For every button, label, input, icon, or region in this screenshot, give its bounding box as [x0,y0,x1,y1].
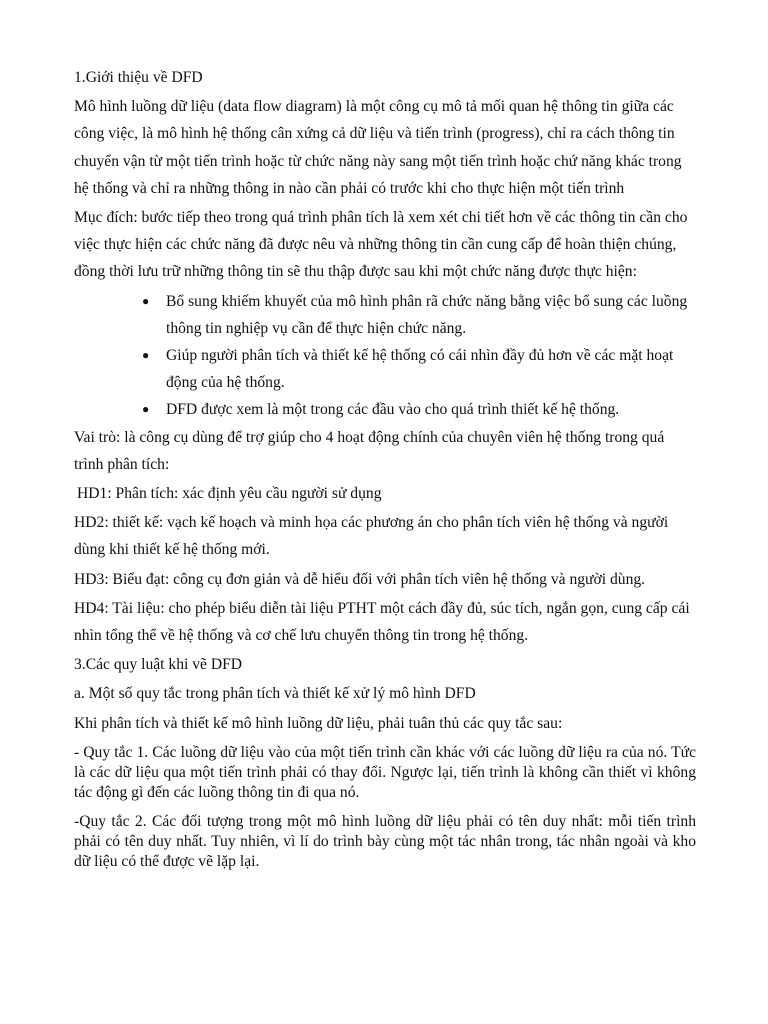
bullet-icon: ● [142,348,150,363]
intro-paragraph: Mô hình luồng dữ liệu (data flow diagram) là một công cụ mô tả mối quan hệ thông tin giữa các công việc, là mô hình hệ thống cân xứng cả dữ liệu và tiến trình (progress), chỉ ra cách thông tin chuyển vận từ một tiến trình hoặc từ chức năng này sang một tiến trình hoặc chứ năng khác trong hệ thống và chỉ ra những thông in nào cần phải có trước khi cho thực hiện một tiến trình [74,98,682,197]
list-item [142,288,696,342]
purpose-bullet-list [74,288,696,424]
document-page [74,64,696,872]
hd4-paragraph: HD4: Tài liệu: cho phép biểu diễn tài liệu PTHT một cách đầy đủ, súc tích, ngắn gọn, cung cấp cái nhìn tổng thể về hệ thống và cơ chế lưu chuyển thông tin trong hệ thống. [74,599,690,645]
list-item-text: Giúp người phân tích và thiết kế hệ thống có cái nhìn đầy đủ hơn về các mặt hoạt động của hệ thống. [166,347,674,392]
section-heading-1: 1.Giới thiệu về DFD [74,69,203,86]
list-item-text: DFD được xem là một trong các đầu vào cho quá trình thiết kế hệ thống. [166,401,620,419]
rules-intro-paragraph: Khi phân tích và thiết kế mô hình luồng dữ liệu, phải tuân thủ các quy tắc sau: [74,714,563,732]
list-item [142,342,696,396]
rule-2-paragraph: -Quy tắc 2. Các đối tượng trong một mô hình luồng dữ liệu phải có tên duy nhất: mỗi tiến trình phải có tên duy nhất. Tuy nhiên, vì lí do trình bày cùng một tác nhân trong, tác nhân ngoài và kho dữ liệu có thể được vẽ lặp lại. [74,812,696,870]
role-paragraph: Vai trò: là công cụ dùng để trợ giúp cho 4 hoạt động chính của chuyên viên hệ thống trong quá trình phân tích: [74,428,665,473]
subheading-a: a. Một số quy tắc trong phân tích và thiết kế xử lý mô hình DFD [74,685,476,703]
hd1-paragraph: HD1: Phân tích: xác định yêu cầu người sử dụng [77,485,382,503]
rule-1-paragraph: - Quy tắc 1. Các luồng dữ liệu vào của một tiến trình cần khác với các luồng dữ liệu ra của nó. Tức là các dữ liệu qua một tiến trình phải có thay đổi. Ngược lại, tiến trình là không cần thiết vì không tác động gì đến các luồng thông tin đi qua nó. [74,743,696,801]
hd2-paragraph: HD2: thiết kế: vạch kế hoạch và minh họa các phương án cho phân tích viên hệ thống và người dùng khi thiết kế hệ thống mới. [74,514,669,559]
list-item [142,396,696,423]
bullet-icon: ● [142,402,150,417]
list-item-text: Bổ sung khiếm khuyết của mô hình phân rã chức năng bằng việc bổ sung các luồng thông tin nghiệp vụ cần để thực hiện chức năng. [166,292,688,337]
purpose-paragraph: Mục đích: bước tiếp theo trong quá trình phân tích là xem xét chi tiết hơn về các thông tin cần cho việc thực hiện các chức năng đã được nêu và những thông tin cần cung cấp để hoàn thiện chúng, đồng thời lưu trữ những thông tin sẽ thu thập được sau khi một chức năng được thực hiện: [74,209,688,281]
hd3-paragraph: HD3: Biểu đạt: công cụ đơn giản và dễ hiểu đối với phân tích viên hệ thống và người dùng. [74,570,646,588]
bullet-icon: ● [142,293,150,308]
section-heading-3: 3.Các quy luật khi vẽ DFD [74,656,243,674]
